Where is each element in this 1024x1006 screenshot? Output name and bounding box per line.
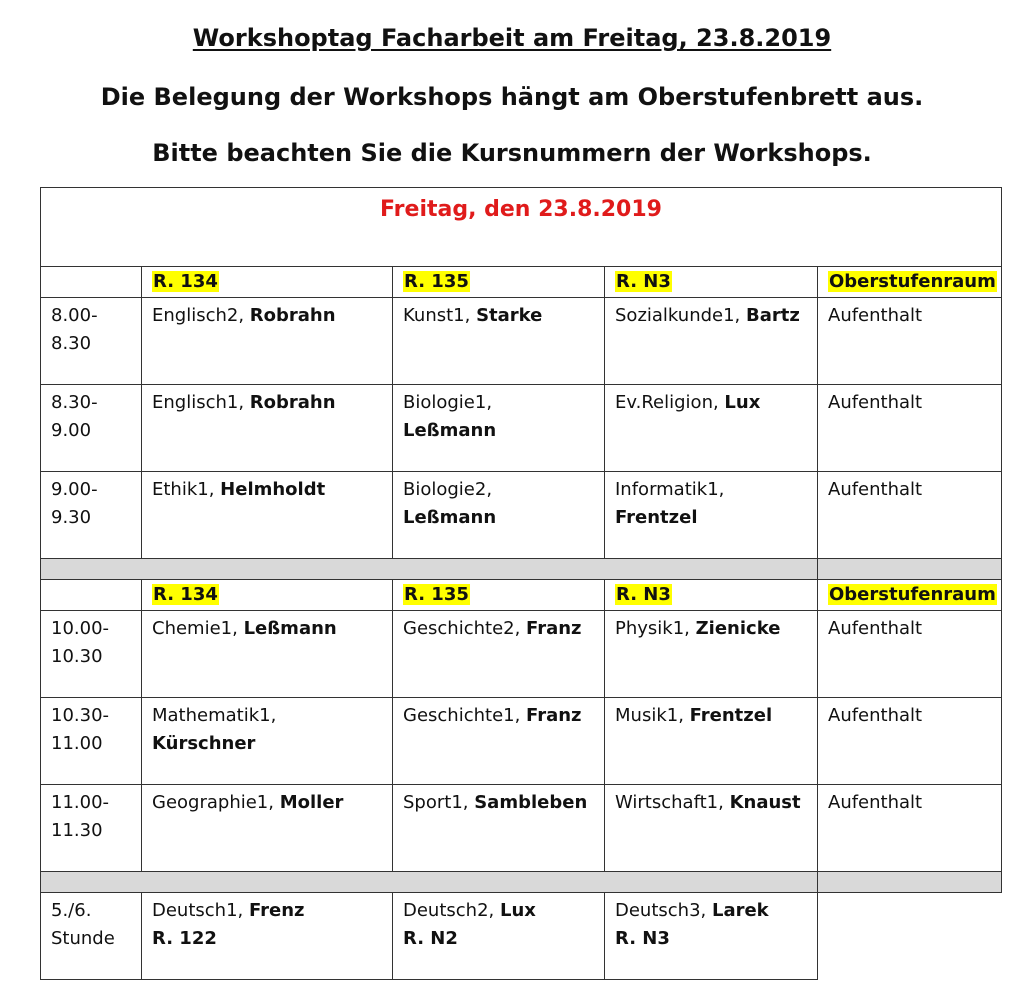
room: R. N2 (403, 928, 458, 949)
teacher: Knaust (729, 792, 801, 813)
teacher: Frenz (248, 900, 305, 921)
teacher: Leßmann (403, 420, 497, 441)
room-header-cell (818, 580, 1002, 611)
time-cell (41, 785, 142, 872)
break-separator-row (41, 872, 1002, 893)
teacher: Franz (526, 705, 582, 726)
teacher: Leßmann (243, 618, 337, 639)
time-end: 11.30 (51, 820, 103, 841)
room-header-cell (393, 580, 605, 611)
workshop-cell (605, 385, 818, 472)
teacher: Bartz (746, 305, 800, 326)
time-start: 10.00- (51, 618, 110, 639)
time-header-cell (41, 267, 142, 298)
time-end: 9.00 (51, 420, 92, 441)
teacher: Starke (476, 305, 543, 326)
time-end: 11.00 (51, 733, 103, 754)
time-start: 9.00- (51, 479, 98, 500)
subject: Physik1, (615, 618, 696, 639)
room-label: R. 134 (153, 271, 218, 292)
workshop-cell (818, 472, 1002, 559)
separator-cell (818, 872, 1002, 893)
teacher: Helmholdt (220, 479, 326, 500)
subject: Ethik1, (152, 479, 221, 500)
subject: Informatik1, (615, 479, 725, 500)
room-header-row (41, 267, 1002, 298)
teacher: Larek (711, 900, 769, 921)
workshop-cell (393, 472, 605, 559)
workshop-cell (605, 298, 818, 385)
subject: Ev.Religion, (615, 392, 725, 413)
separator-cell (818, 559, 1002, 580)
subject: Biologie2, (403, 479, 493, 500)
teacher: Kürschner (152, 733, 256, 754)
teacher: Lux (724, 392, 761, 413)
teacher: Robrahn (249, 305, 336, 326)
teacher: Lux (499, 900, 536, 921)
lesson-label-unit: Stunde (51, 928, 115, 949)
time-slot-row (41, 698, 1002, 785)
subject: Sport1, (403, 792, 475, 813)
document-title-text: Workshoptag Facharbeit am Freitag, 23.8.2019 (192, 24, 832, 52)
separator-cell (41, 872, 818, 893)
time-cell (41, 893, 142, 980)
time-start: 8.00- (51, 305, 98, 326)
workshop-cell (605, 698, 818, 785)
time-cell (41, 472, 142, 559)
time-cell (41, 298, 142, 385)
time-start: 8.30- (51, 392, 98, 413)
workshop-cell (818, 611, 1002, 698)
teacher: Moller (279, 792, 344, 813)
subject: Geschichte1, (403, 705, 527, 726)
subject: Aufenthalt (828, 792, 923, 813)
workshop-cell (142, 611, 393, 698)
time-end: 10.30 (51, 646, 103, 667)
empty-cell (818, 893, 1002, 980)
teacher: Robrahn (249, 392, 336, 413)
room-label: Oberstufenraum (829, 584, 996, 605)
subject: Sozialkunde1, (615, 305, 747, 326)
workshop-cell (605, 893, 818, 980)
subject: Aufenthalt (828, 618, 923, 639)
table-title-row (41, 188, 1002, 267)
room-header-cell (393, 267, 605, 298)
room-header-cell (605, 267, 818, 298)
teacher: Franz (526, 618, 582, 639)
workshop-cell (605, 611, 818, 698)
workshop-cell (142, 298, 393, 385)
subject: Aufenthalt (828, 392, 923, 413)
subject: Englisch2, (152, 305, 250, 326)
workshop-cell (393, 385, 605, 472)
room: R. 122 (152, 928, 217, 949)
document-title (0, 23, 1024, 53)
workshop-cell (605, 785, 818, 872)
workshop-cell (142, 698, 393, 785)
time-cell (41, 385, 142, 472)
subject: Chemie1, (152, 618, 244, 639)
time-cell (41, 611, 142, 698)
workshop-cell (142, 385, 393, 472)
time-start: 11.00- (51, 792, 110, 813)
workshop-cell (393, 785, 605, 872)
room: R. N3 (615, 928, 670, 949)
room-header-cell (142, 267, 393, 298)
workshop-cell (393, 611, 605, 698)
schedule-table (40, 187, 1002, 980)
subject: Deutsch2, (403, 900, 500, 921)
german-lessons-row (41, 893, 1002, 980)
info-line-course-numbers: Bitte beachten Sie die Kursnummern der Workshops. (152, 139, 872, 167)
subject: Deutsch3, (615, 900, 712, 921)
workshop-cell (818, 298, 1002, 385)
subject: Mathematik1, (152, 705, 277, 726)
room-header-cell (142, 580, 393, 611)
room-header-row (41, 580, 1002, 611)
subject: Wirtschaft1, (615, 792, 730, 813)
time-slot-row (41, 472, 1002, 559)
workshop-cell (605, 472, 818, 559)
room-label: R. 135 (404, 584, 469, 605)
time-slot-row (41, 298, 1002, 385)
break-separator-row (41, 559, 1002, 580)
subject: Geographie1, (152, 792, 280, 813)
time-end: 9.30 (51, 507, 92, 528)
separator-cell (41, 559, 818, 580)
room-label: R. 134 (153, 584, 218, 605)
workshop-cell (393, 298, 605, 385)
room-header-cell (818, 267, 1002, 298)
info-line-assignment: Die Belegung der Workshops hängt am Oberstufenbrett aus. (100, 83, 924, 111)
subject: Deutsch1, (152, 900, 249, 921)
time-slot-row (41, 785, 1002, 872)
subject: Geschichte2, (403, 618, 527, 639)
subject: Aufenthalt (828, 305, 923, 326)
teacher: Zienicke (695, 618, 781, 639)
teacher: Frentzel (689, 705, 773, 726)
time-end: 8.30 (51, 333, 92, 354)
teacher: Sambleben (474, 792, 588, 813)
teacher: Leßmann (403, 507, 497, 528)
workshop-cell (393, 893, 605, 980)
time-header-cell (41, 580, 142, 611)
workshop-cell (818, 785, 1002, 872)
subject: Englisch1, (152, 392, 250, 413)
subject: Kunst1, (403, 305, 477, 326)
time-slot-row (41, 385, 1002, 472)
schedule-title: Freitag, den 23.8.2019 (41, 188, 1002, 267)
workshop-cell (142, 472, 393, 559)
workshop-cell (818, 385, 1002, 472)
workshop-cell (818, 698, 1002, 785)
workshop-cell (142, 893, 393, 980)
time-cell (41, 698, 142, 785)
room-label: Oberstufenraum (829, 271, 996, 292)
room-label: R. N3 (616, 271, 671, 292)
subject: Aufenthalt (828, 479, 923, 500)
room-header-cell (605, 580, 818, 611)
subject: Biologie1, (403, 392, 493, 413)
time-start: 10.30- (51, 705, 110, 726)
room-label: R. N3 (616, 584, 671, 605)
subject: Musik1, (615, 705, 690, 726)
lesson-label: 5./6. (51, 900, 92, 921)
room-label: R. 135 (404, 271, 469, 292)
teacher: Frentzel (615, 507, 698, 528)
workshop-cell (393, 698, 605, 785)
time-slot-row (41, 611, 1002, 698)
workshop-cell (142, 785, 393, 872)
subject: Aufenthalt (828, 705, 923, 726)
